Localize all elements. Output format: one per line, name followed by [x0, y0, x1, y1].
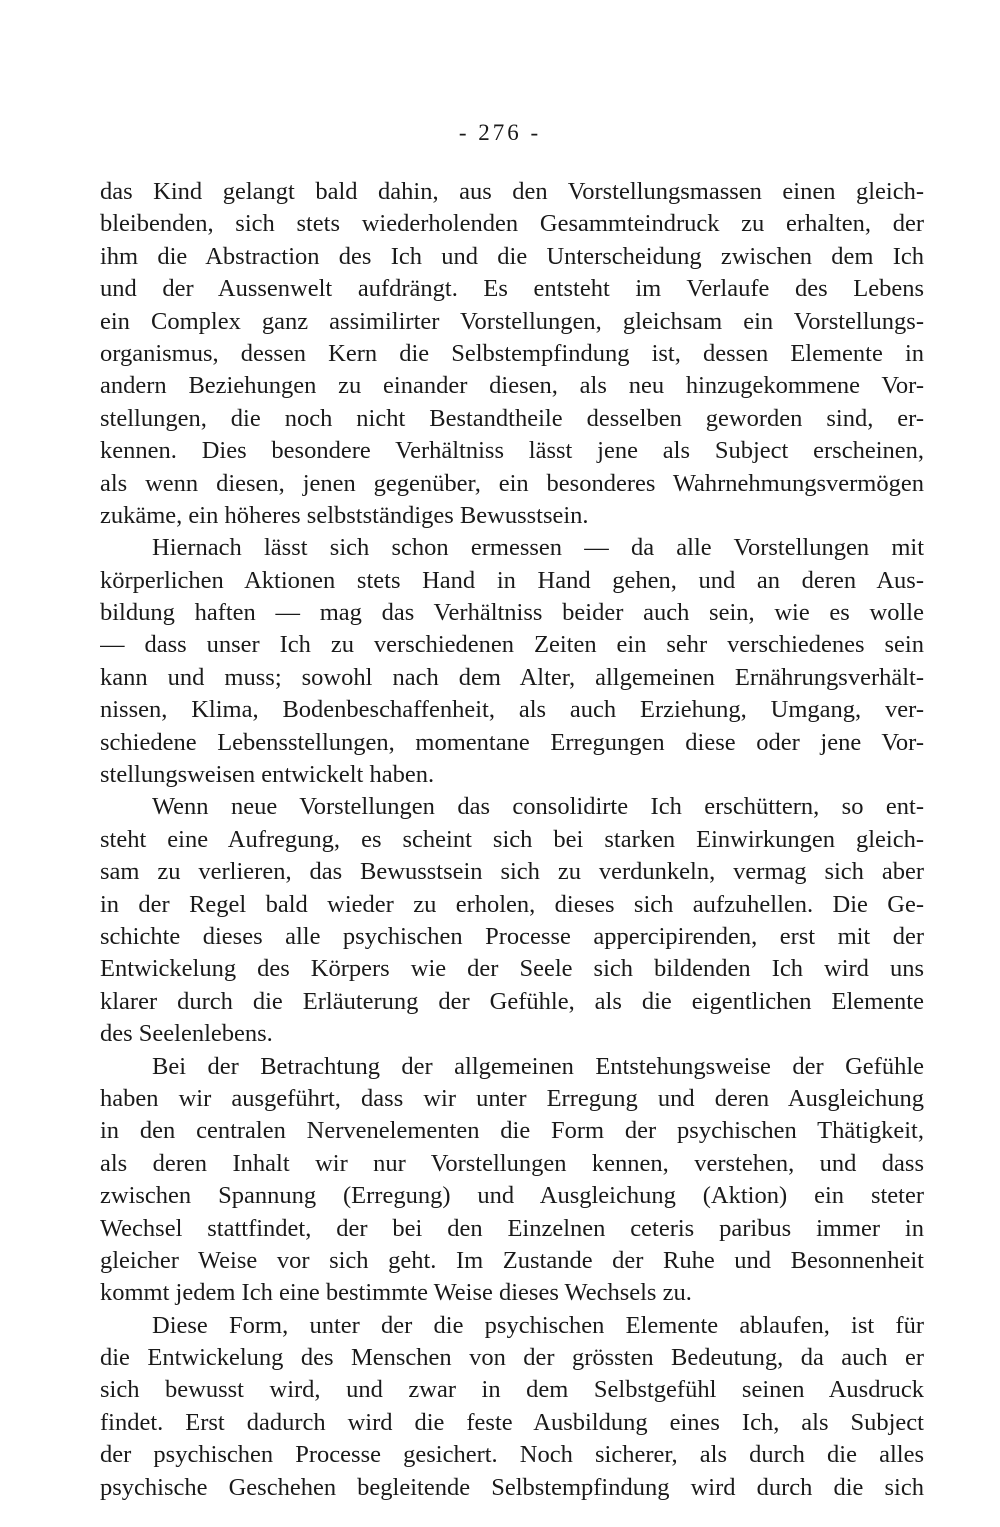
text-line: Wechsel stattfindet, der bei den Einzelnen ceteris paribus immer in [100, 1214, 924, 1242]
text-line: findet. Erst dadurch wird die feste Ausbildung eines Ich, als Subject [100, 1408, 924, 1436]
paragraph-first-line: Wenn neue Vorstellungen das consolidirte Ich erschüttern, so ent- [152, 793, 924, 821]
text-line: als wenn diesen, jenen gegenüber, ein besonderes Wahrnehmungsvermögen [100, 469, 924, 497]
text-line: zwischen Spannung (Erregung) und Ausgleichung (Aktion) ein steter [100, 1182, 924, 1210]
text-line: in der Regel bald wieder zu erholen, dieses sich aufzuhellen. Die Ge- [100, 890, 924, 918]
text-line: das Kind gelangt bald dahin, aus den Vorstellungsmassen einen gleich- [100, 178, 924, 205]
text-line: bleibenden, sich stets wiederholenden Gesammteindruck zu erhalten, der [100, 210, 924, 238]
text-line: sam zu verlieren, das Bewusstsein sich zu verdunkeln, vermag sich aber [100, 858, 924, 886]
text-line: in den centralen Nervenelementen die Form der psychischen Thätigkeit, [100, 1117, 924, 1145]
text-line: die Entwickelung des Menschen von der grössten Bedeutung, da auch er [100, 1344, 924, 1372]
text-line: nissen, Klima, Bodenbeschaffenheit, als auch Erziehung, Umgang, ver- [100, 696, 924, 724]
paragraph-first-line: Bei der Betrachtung der allgemeinen Entstehungsweise der Gefühle [152, 1052, 924, 1080]
text-line: Entwickelung des Körpers wie der Seele sich bildenden Ich wird uns [100, 955, 924, 983]
text-line: ihm die Abstraction des Ich und die Unterscheidung zwischen dem Ich [100, 242, 924, 270]
text-line: — dass unser Ich zu verschiedenen Zeiten ein sehr verschiedenes sein [100, 631, 924, 659]
text-line: der psychischen Processe gesichert. Noch sicherer, als durch die alles [100, 1441, 924, 1469]
text-line: ein Complex ganz assimilirter Vorstellungen, gleichsam ein Vorstellungs- [100, 307, 924, 335]
text-line: steht eine Aufregung, es scheint sich bei starken Einwirkungen gleich- [100, 825, 924, 853]
text-line: andern Beziehungen zu einander diesen, als neu hinzugekommene Vor- [100, 372, 924, 400]
text-line: als deren Inhalt wir nur Vorstellungen kennen, verstehen, und dass [100, 1149, 924, 1177]
text-line: schiedene Lebensstellungen, momentane Erregungen diese oder jene Vor- [100, 728, 924, 756]
paragraph-first-line: Diese Form, unter der die psychischen Elemente ablaufen, ist für [152, 1311, 924, 1339]
text-line: bildung haften — mag das Verhältniss beider auch sein, wie es wolle [100, 599, 924, 627]
text-line: gleicher Weise vor sich geht. Im Zustande der Ruhe und Besonnenheit [100, 1246, 924, 1274]
text-line: zukäme, ein höheres selbstständiges Bewusstsein. [100, 501, 589, 529]
page-number: - 276 - [458, 120, 542, 145]
text-line: körperlichen Aktionen stets Hand in Hand gehen, und an deren Aus- [100, 566, 924, 594]
text-line: sich bewusst wird, und zwar in dem Selbstgefühl seinen Ausdruck [100, 1376, 924, 1404]
text-line: kommt jedem Ich eine bestimmte Weise dieses Wechsels zu. [100, 1279, 692, 1307]
text-line: schichte dieses alle psychischen Processe appercipirenden, erst mit der [100, 922, 924, 950]
text-line: psychische Geschehen begleitende Selbstempfindung wird durch die sich [100, 1473, 924, 1501]
paragraph-first-line: Hiernach lässt sich schon ermessen — da alle Vorstellungen mit [152, 534, 924, 562]
text-line: des Seelenlebens. [100, 1020, 273, 1048]
text-line: stellungsweisen entwickelt haben. [100, 761, 435, 789]
text-line: stellungen, die noch nicht Bestandtheile desselben geworden sind, er- [100, 404, 924, 432]
text-line: kennen. Dies besondere Verhältniss lässt jene als Subject erscheinen, [100, 437, 924, 465]
text-line: kann und muss; sowohl nach dem Alter, allgemeinen Ernährungsverhält- [100, 663, 924, 691]
text-line: klarer durch die Erläuterung der Gefühle, als die eigentlichen Elemente [100, 987, 924, 1015]
text-line: haben wir ausgeführt, dass wir unter Erregung und deren Ausgleichung [100, 1084, 924, 1112]
text-line: organismus, dessen Kern die Selbstempfindung ist, dessen Elemente in [100, 339, 924, 367]
body-text [100, 176, 924, 1504]
text-line: und der Aussenwelt aufdrängt. Es entsteht im Verlaufe des Lebens [100, 275, 924, 303]
